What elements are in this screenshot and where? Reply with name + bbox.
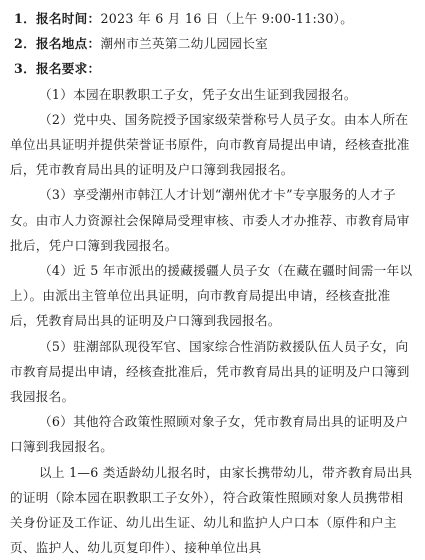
registration-time-line — [10, 6, 415, 31]
requirement-paragraph-3: （3）享受潮州市韩江人才计划“潮州优才卡”专享服务的人才子女。由市人力资源社会保障局受理审核、市委人才办推荐、市教育局审批后，凭户口簿到我园报名。 — [10, 187, 410, 253]
requirement-paragraph-6: （6）其他符合政策性照顾对象子女，凭市教育局出具的证明及户口簿到我园报名。 — [10, 414, 409, 455]
requirement-paragraph-1: （1）本园在职教职工子女，凭子女出生证到我园报名。 — [39, 86, 357, 102]
summary-paragraph: 以上 1—6 类适龄幼儿报名时，由家长携带幼儿，带齐教育局出具的证明（除本园在职教职工子女外），符合政策性照顾对象人员携带相关身份证及工作证、幼儿出生证、幼儿和监护人户口本（原件和户主页、监护人、幼儿页复印件）、接种单位出具 — [10, 464, 413, 556]
registration-place-value: 潮州市兰英第二幼儿园园长室 — [100, 36, 269, 52]
registration-time-label: 1．报名时间： — [14, 11, 101, 26]
requirement-paragraph-4: （4）近 5 年市派出的援藏援疆人员子女（在藏在疆时间需一年以上）。由派出主管单位出具证明，向市教育局提出申请，经核查批准后，凭教育局出具的证明及户口簿到我园报名。 — [10, 263, 413, 329]
requirement-paragraph-5: （5）驻潮部队现役军官、国家综合性消防救援队伍人员子女，向市教育局提出申请，经核查批准后，凭市教育局出具的证明及户口簿到我园报名。 — [10, 338, 410, 405]
requirement-paragraph-2: （2）党中央、国务院授予国家级荣誉称号人员子女。由本人所在单位出具证明并提供荣誉证书原件，向市教育局提出申请，经核查批准后，凭市教育局出具的证明及户口簿到我园报名。 — [10, 111, 410, 178]
registration-time-value: 2023 年 6 月 16 日（上午 9:00-11:30）。 — [100, 11, 354, 26]
registration-place-label: 2．报名地点： — [14, 36, 101, 52]
registration-requirements-label: 3．报名要求： — [14, 61, 101, 77]
registration-place-line — [10, 31, 415, 56]
registration-requirements-heading — [10, 56, 415, 81]
